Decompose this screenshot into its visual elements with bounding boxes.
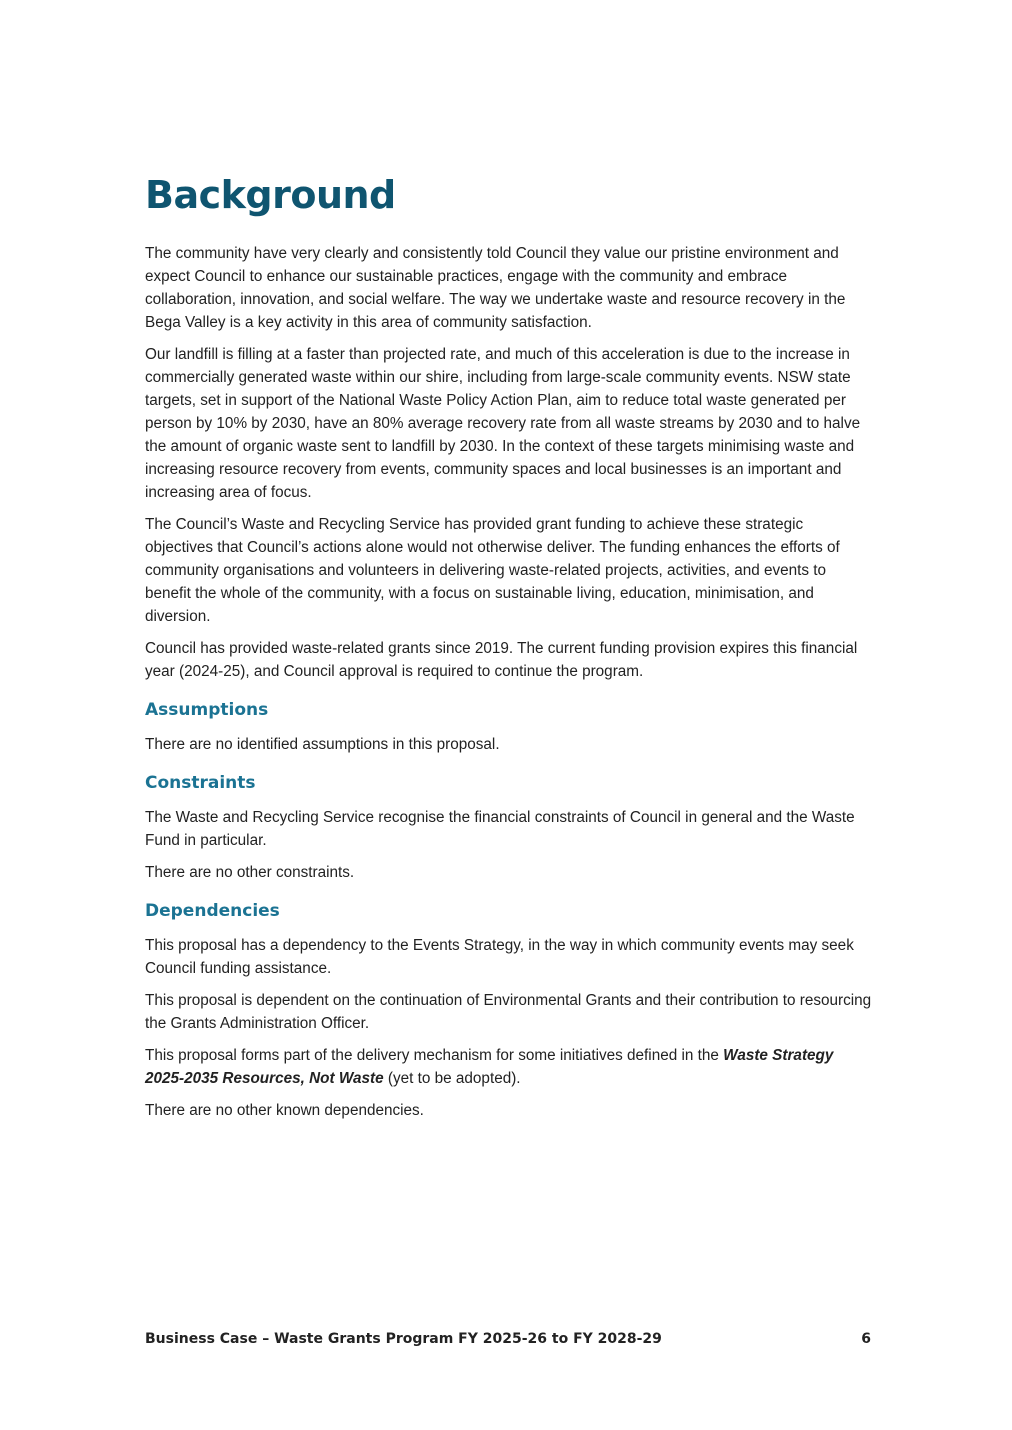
background-section xyxy=(145,242,873,683)
page-footer xyxy=(145,1331,871,1347)
assumptions-section xyxy=(145,699,873,756)
dependencies-heading: Dependencies xyxy=(145,901,280,921)
page-title: Background xyxy=(145,173,396,217)
waste-strategy-title: Waste Strategy 2025-2035 Resources, Not Waste xyxy=(145,1047,834,1087)
constraints-section xyxy=(145,772,873,884)
background-paragraph-2: Our landfill is filling at a faster than projected rate, and much of this acceleration is due to the increase in commercially generated waste within our shire, including from large-scale community events. NSW state targets, set in support of the National Waste Policy Action Plan, aim to reduce total waste generated per person by 10% by 2030, have an 80% average recovery rate from all waste streams by 2030 and to halve the amount of organic waste sent to landfill by 2030. In the context of these targets minimising waste and increasing resource recovery from events, community spaces and local businesses is an important and increasing area of focus. xyxy=(145,346,861,501)
mechanism-text-before: This proposal forms part of the delivery mechanism for some initiatives defined in the xyxy=(145,1047,724,1064)
page-number: 6 xyxy=(861,1331,871,1347)
mechanism-text-after: (yet to be adopted). xyxy=(383,1070,521,1087)
document-page xyxy=(145,168,873,1131)
dependencies-paragraph-4: There are no other known dependencies. xyxy=(145,1102,424,1119)
footer-title: Business Case – Waste Grants Program FY 2025-26 to FY 2028-29 xyxy=(145,1331,662,1347)
constraints-paragraph-2: There are no other constraints. xyxy=(145,864,355,881)
assumptions-heading: Assumptions xyxy=(145,700,269,720)
dependencies-paragraph-2: This proposal is dependent on the continuation of Environmental Grants and their contribution to resourcing the Grants Administration Officer. xyxy=(145,992,872,1032)
background-paragraph-3: The Council’s Waste and Recycling Service has provided grant funding to achieve these strategic objectives that Council’s actions alone would not otherwise deliver. The funding enhances the efforts of community organisations and volunteers in delivering waste-related projects, activities, and events to benefit the whole of the community, with a focus on sustainable living, education, minimisation, and diversion. xyxy=(145,516,840,625)
background-paragraph-1: The community have very clearly and consistently told Council they value our pristine environment and expect Council to enhance our sustainable practices, engage with the community and embrace collaboration, innovation, and social welfare. The way we undertake waste and resource recovery in the Bega Valley is a key activity in this area of community satisfaction. xyxy=(145,245,846,331)
background-paragraph-4: Council has provided waste-related grants since 2019. The current funding provision expires this financial year (2024-25), and Council approval is required to continue the program. xyxy=(145,640,858,680)
dependencies-paragraph-3 xyxy=(145,1044,873,1090)
constraints-heading: Constraints xyxy=(145,773,256,793)
dependencies-paragraph-1: This proposal has a dependency to the Events Strategy, in the way in which community events may seek Council funding assistance. xyxy=(145,937,854,977)
constraints-paragraph-1: The Waste and Recycling Service recognise the financial constraints of Council in general and the Waste Fund in particular. xyxy=(145,809,855,849)
dependencies-section xyxy=(145,900,873,1122)
assumptions-paragraph-1: There are no identified assumptions in this proposal. xyxy=(145,736,500,753)
